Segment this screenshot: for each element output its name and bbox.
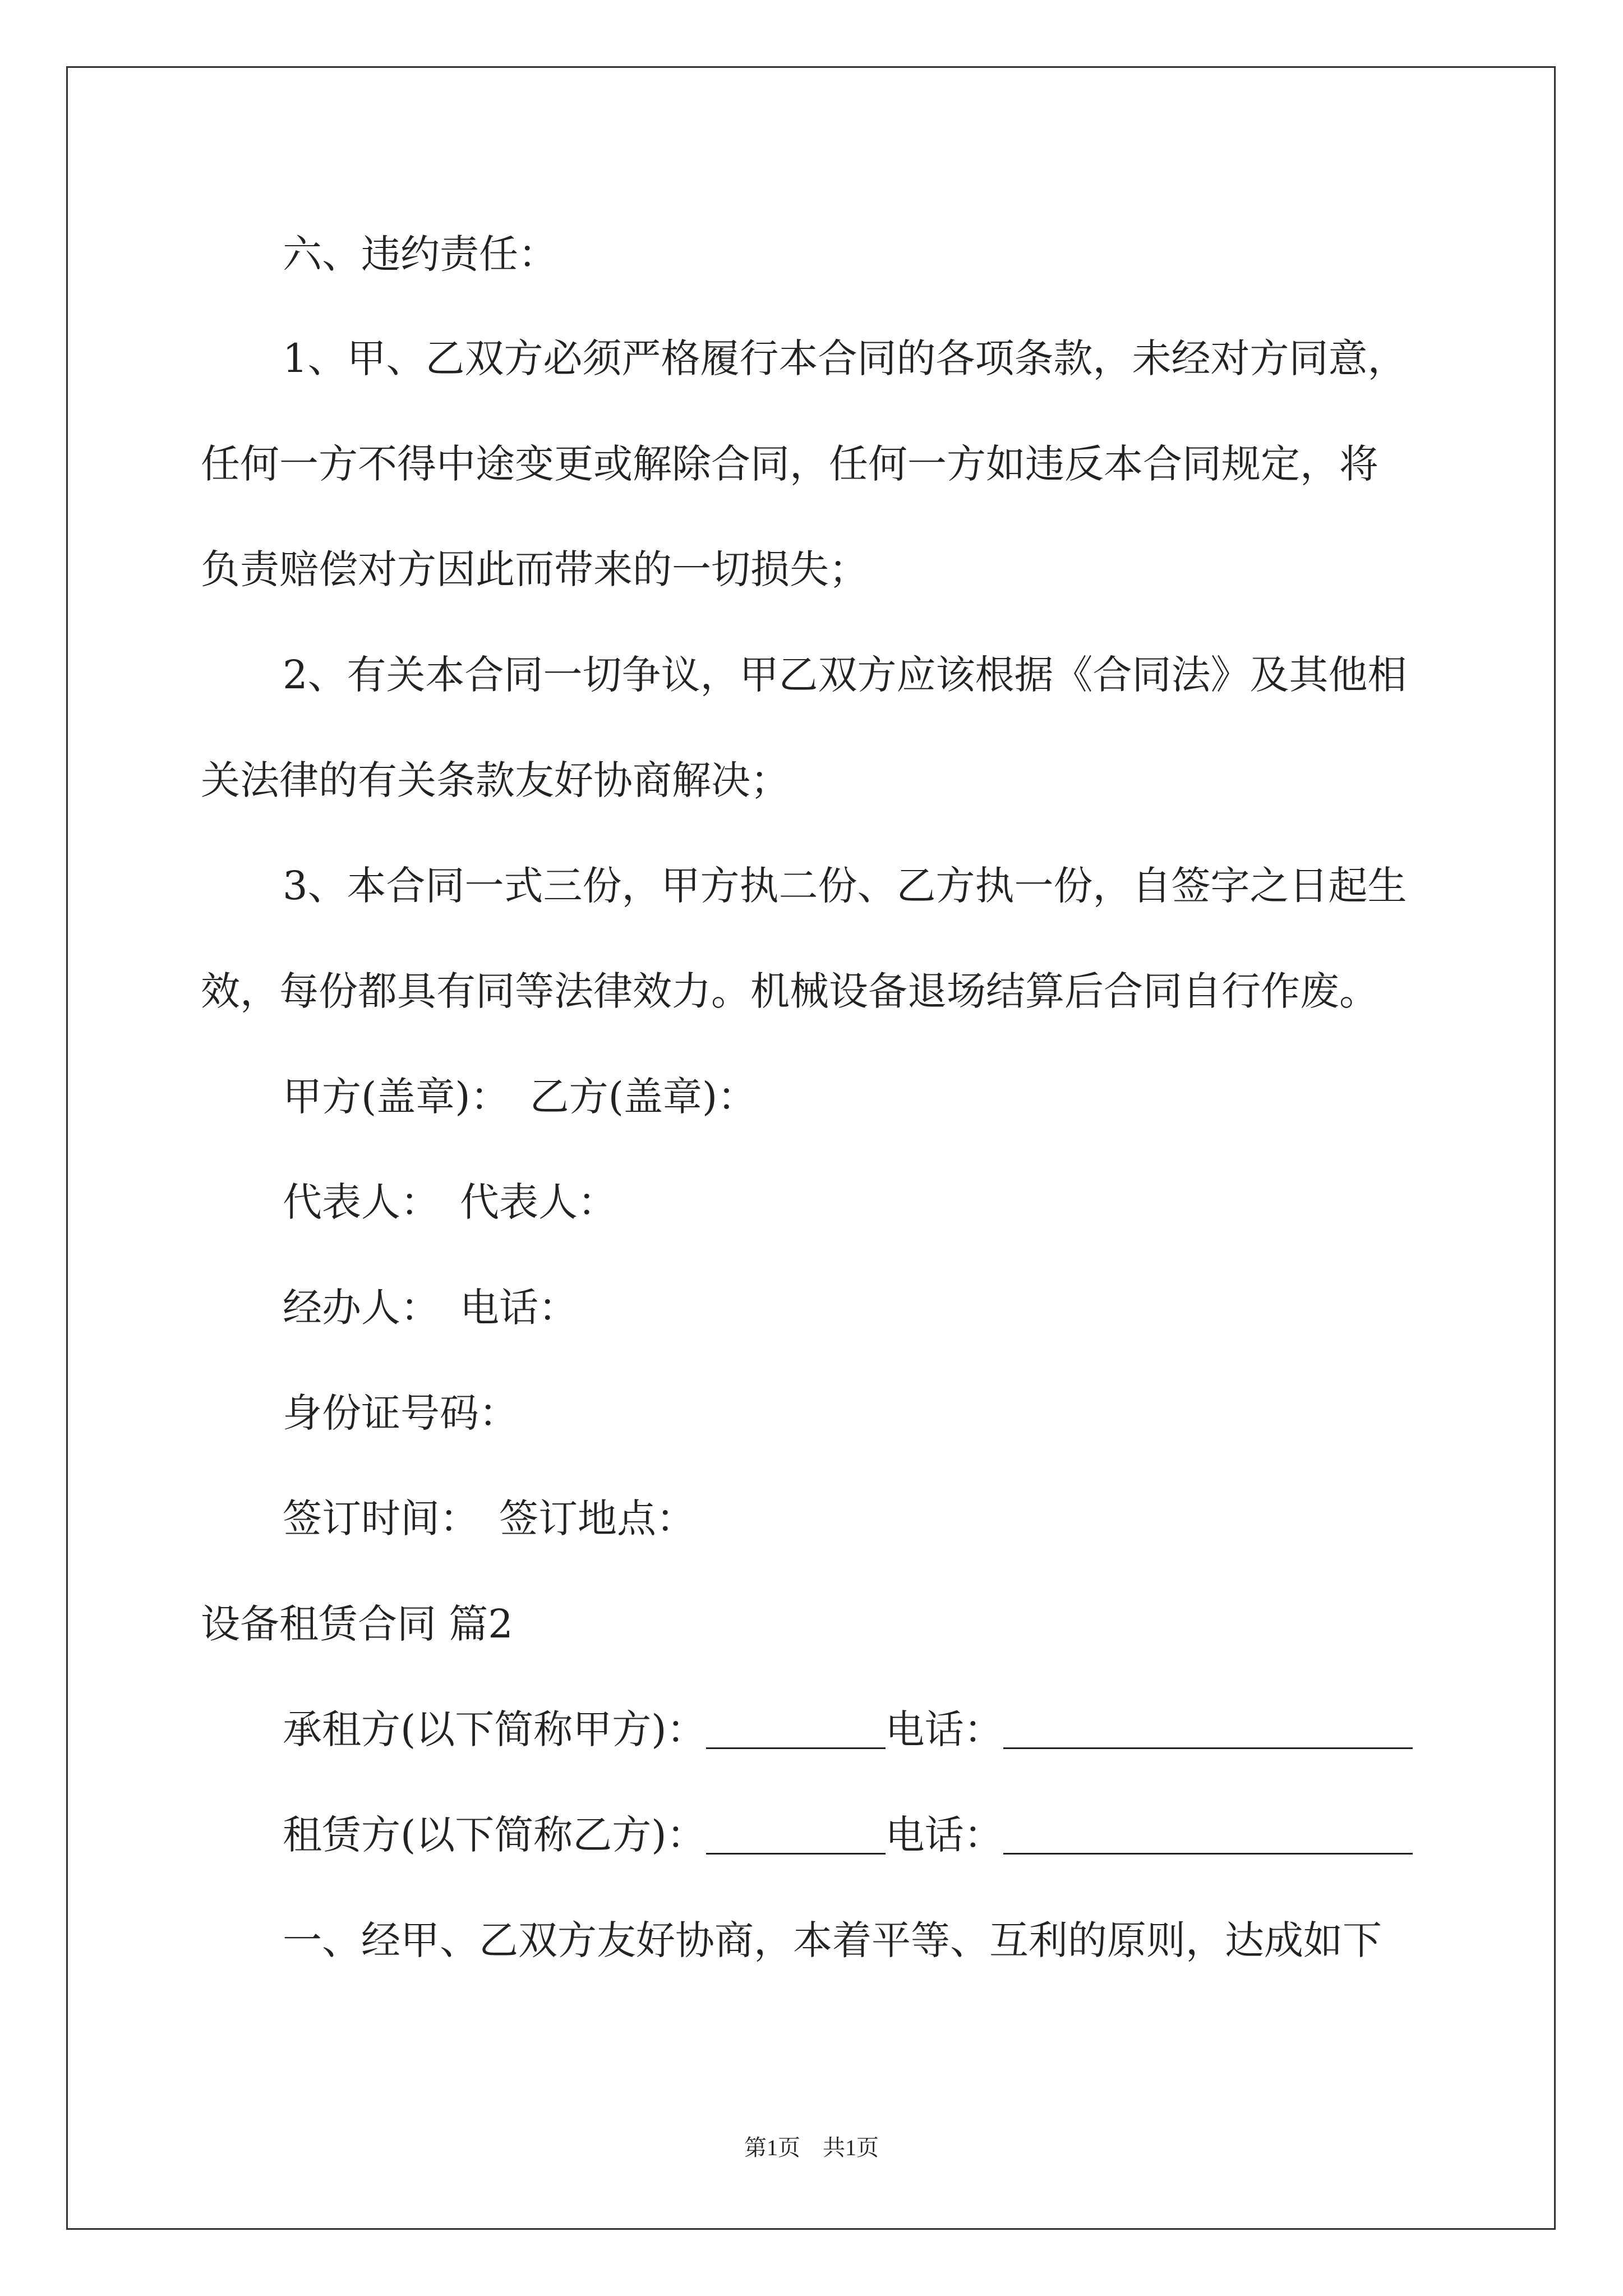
lessor-name-blank [706,1815,886,1855]
party-a-seal-label: 甲方(盖章)： [283,1074,510,1120]
party-b-seal-label: 乙方(盖章)： [529,1074,757,1120]
clause-3-line-1: 3、本合同一式三份，甲方执二份、乙方执一份，自签字之日起生 [283,863,1407,909]
rep-a-label: 代表人： [283,1179,440,1225]
clause-2-line-2: 关法律的有关条款友好协商解决； [201,757,790,803]
section-2-intro: 一、经甲、乙双方友好协商，本着平等、互利的原则，达成如下 [283,1917,1382,1963]
seal-row [283,1074,1516,1120]
phone-label: 电话： [460,1285,578,1331]
page-border [66,66,1556,2230]
lessee-name-blank [706,1710,886,1749]
lessee-row [283,1706,1516,1752]
section-2-title: 设备租赁合同 篇2 [201,1601,513,1647]
clause-3-line-2: 效，每份都具有同等法律效力。机械设备退场结算后合同自行作废。 [201,968,1378,1014]
rep-b-label: 代表人： [460,1179,617,1225]
id-number-label: 身份证号码： [283,1390,518,1436]
handler-row [283,1285,1516,1331]
clause-2-line-1: 2、有关本合同一切争议，甲乙双方应该根据《合同法》及其他相 [283,652,1407,698]
handler-label: 经办人： [283,1285,440,1331]
lessee-phone-blank [1003,1710,1413,1749]
lessor-phone-label: 电话： [885,1812,1003,1858]
lessor-phone-blank [1003,1815,1413,1855]
sign-time-label: 签订时间： [283,1496,479,1542]
section-heading-breach: 六、违约责任： [283,231,557,277]
page-footer: 第1页 共1页 [744,2135,879,2160]
clause-1-line-1: 1、甲、乙双方必须严格履行本合同的各项条款，未经对方同意， [283,335,1407,381]
lessor-label: 租赁方(以下简称乙方)： [283,1812,706,1858]
clause-1-line-2: 任何一方不得中途变更或解除合同，任何一方如违反本合同规定，将 [201,441,1378,487]
clause-1-line-3: 负责赔偿对方因此而带来的一切损失； [201,546,868,592]
sign-place-label: 签订地点： [499,1496,695,1542]
sign-row [283,1496,1516,1542]
representative-row [283,1179,1516,1225]
lessee-label: 承租方(以下简称甲方)： [283,1706,706,1752]
lessor-row [283,1812,1516,1858]
lessee-phone-label: 电话： [885,1706,1003,1752]
